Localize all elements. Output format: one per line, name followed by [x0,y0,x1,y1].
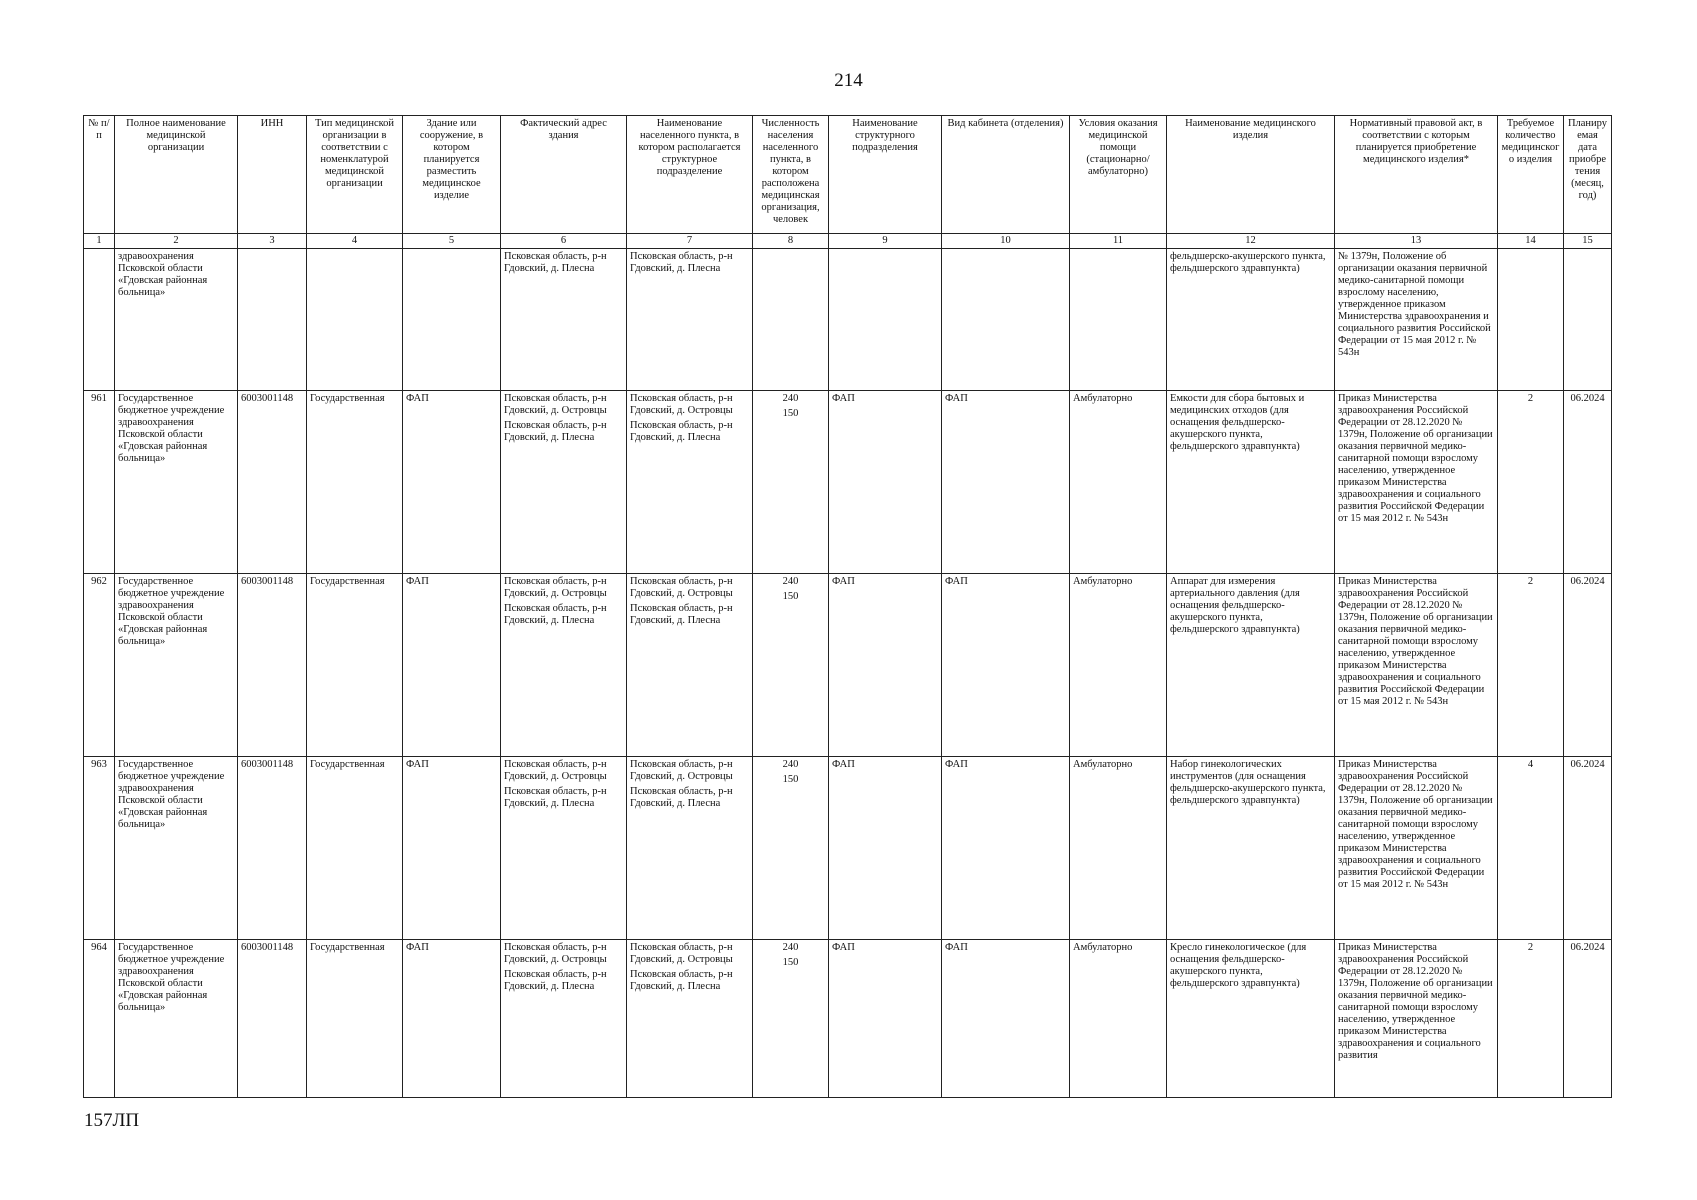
page-number: 214 [834,70,863,91]
address-cell [501,574,627,757]
column-number: 4 [307,234,403,249]
type-cell: Государственная [307,574,403,757]
org-cell: Государственное бюджетное учреждение здравоохранения Псковской области «Гдовская районная больница» [115,940,238,1098]
column-number: 9 [829,234,942,249]
header-cell: Нормативный правовой акт, в соответствии с которым планируется приобретение медицинского изделия* [1335,116,1498,234]
footer-code: 157ЛП [84,1110,140,1131]
header-cell: Полное наименование медицинской организации [115,116,238,234]
header-cell: ИНН [238,116,307,234]
population-cell [753,574,829,757]
inn-cell: 6003001148 [238,757,307,940]
address-line: Псковская область, р-н Гдовский, д. Островцы [504,393,607,416]
column-number: 12 [1167,234,1335,249]
cabinet-cell: ФАП [942,940,1070,1098]
table-row [84,391,1612,574]
inn-cell: 6003001148 [238,574,307,757]
settlement-line: Псковская область, р-н Гдовский, д. Плесна [630,420,733,443]
num-cell: 961 [84,391,115,574]
cabinet-cell [942,249,1070,391]
column-number: 5 [403,234,501,249]
population-cell [753,391,829,574]
header-cell: № п/п [84,116,115,234]
header-cell: Условия оказания медицинской помощи (стационарно/ амбулаторно) [1070,116,1167,234]
org-cell: Государственное бюджетное учреждение здравоохранения Псковской области «Гдовская районная больница» [115,757,238,940]
address-line: Псковская область, р-н Гдовский, д. Островцы [504,759,607,782]
settlement-line: Псковская область, р-н Гдовский, д. Плесна [630,603,733,626]
continuation-row [84,249,1612,391]
type-cell: Государственная [307,940,403,1098]
population-value: 240 [782,393,799,404]
unit-cell: ФАП [829,391,942,574]
address-line: Псковская область, р-н Гдовский, д. Плесна [504,969,607,992]
org-cell: здравоохранения Псковской области «Гдовская районная больница» [115,249,238,391]
org-cell: Государственное бюджетное учреждение здравоохранения Псковской области «Гдовская районная больница» [115,574,238,757]
table-row [84,574,1612,757]
settlement-cell: Псковская область, р-н Гдовский, д. Плесна [627,249,753,391]
column-number: 8 [753,234,829,249]
act-cell: Приказ Министерства здравоохранения Российской Федерации от 28.12.2020 № 1379н, Положение об организации оказания первичной медико-санитарной помощи взрослому населению, утвержденное приказом Министерства здравоохранения и социального развития Российской Федерации от 15 мая 2012 г. № 543н [1335,391,1498,574]
act-cell: Приказ Министерства здравоохранения Российской Федерации от 28.12.2020 № 1379н, Положение об организации оказания первичной медико-санитарной помощи взрослому населению, утвержденное приказом Министерства здравоохранения и социального развития Российской Федерации от 15 мая 2012 г. № 543н [1335,757,1498,940]
conditions-cell: Амбулаторно [1070,940,1167,1098]
population-value: 150 [782,774,799,785]
address-line: Псковская область, р-н Гдовский, д. Островцы [504,942,607,965]
device-cell: фельдшерско-акушерского пункта, фельдшерского здравпункта) [1167,249,1335,391]
header-cell: Фактический адрес здания [501,116,627,234]
header-cell: Вид кабинета (отделения) [942,116,1070,234]
address-line: Псковская область, р-н Гдовский, д. Плесна [504,420,607,443]
column-number: 3 [238,234,307,249]
inn-cell [238,249,307,391]
population-value: 150 [782,591,799,602]
settlement-line: Псковская область, р-н Гдовский, д. Островцы [630,759,733,782]
qty-cell [1498,249,1564,391]
settlement-cell [627,574,753,757]
device-cell: Аппарат для измерения артериального давления (для оснащения фельдшерско-акушерского пункта, фельдшерского здравпункта) [1167,574,1335,757]
population-value: 150 [782,957,799,968]
address-cell [501,940,627,1098]
qty-cell: 2 [1498,574,1564,757]
header-cell: Наименование медицинского изделия [1167,116,1335,234]
column-number: 7 [627,234,753,249]
column-number: 6 [501,234,627,249]
num-cell [84,249,115,391]
device-cell: Емкости для сбора бытовых и медицинских отходов (для оснащения фельдшерско-акушерского пункта, фельдшерского здравпункта) [1167,391,1335,574]
population-value: 240 [782,576,799,587]
column-number: 11 [1070,234,1167,249]
table-row [84,940,1612,1098]
inn-cell: 6003001148 [238,391,307,574]
population-value: 150 [782,408,799,419]
address-cell [501,757,627,940]
header-cell: Численность населения населенного пункта, в котором расположена медицинская организация, человек [753,116,829,234]
org-cell: Государственное бюджетное учреждение здравоохранения Псковской области «Гдовская районная больница» [115,391,238,574]
population-value: 240 [782,942,799,953]
header-cell: Наименование структурного подразделения [829,116,942,234]
column-number: 15 [1564,234,1612,249]
address-cell: Псковская область, р-н Гдовский, д. Плесна [501,249,627,391]
address-line: Псковская область, р-н Гдовский, д. Плесна [504,786,607,809]
building-cell [403,249,501,391]
unit-cell: ФАП [829,757,942,940]
num-cell: 963 [84,757,115,940]
column-number-row [84,234,1612,249]
unit-cell: ФАП [829,574,942,757]
conditions-cell: Амбулаторно [1070,574,1167,757]
cabinet-cell: ФАП [942,574,1070,757]
header-row [84,116,1612,234]
act-cell: № 1379н, Положение об организации оказания первичной медико-санитарной помощи взрослому населению, утвержденное приказом Министерства здравоохранения и социального развития Российской Федерации от 15 мая 2012 г. № 543н [1335,249,1498,391]
cabinet-cell: ФАП [942,391,1070,574]
settlement-cell [627,757,753,940]
settlement-line: Псковская область, р-н Гдовский, д. Островцы [630,942,733,965]
cabinet-cell: ФАП [942,757,1070,940]
type-cell [307,249,403,391]
equipment-table [83,115,1612,1098]
conditions-cell: Амбулаторно [1070,391,1167,574]
qty-cell: 2 [1498,391,1564,574]
column-number: 13 [1335,234,1498,249]
device-cell: Кресло гинекологическое (для оснащения фельдшерско-акушерского пункта, фельдшерского здравпункта) [1167,940,1335,1098]
unit-cell: ФАП [829,940,942,1098]
settlement-cell [627,391,753,574]
type-cell: Государственная [307,391,403,574]
column-number: 14 [1498,234,1564,249]
address-line: Псковская область, р-н Гдовский, д. Островцы [504,576,607,599]
building-cell: ФАП [403,391,501,574]
building-cell: ФАП [403,574,501,757]
building-cell: ФАП [403,940,501,1098]
header-cell: Здание или сооружение, в котором планируется разместить медицинское изделие [403,116,501,234]
inn-cell: 6003001148 [238,940,307,1098]
device-cell: Набор гинекологических инструментов (для оснащения фельдшерско-акушерского пункта, фельдшерского здравпункта) [1167,757,1335,940]
address-line: Псковская область, р-н Гдовский, д. Плесна [504,603,607,626]
header-cell: Наименование населенного пункта, в котором располагается структурное подразделение [627,116,753,234]
settlement-line: Псковская область, р-н Гдовский, д. Островцы [630,393,733,416]
header-cell: Тип медицинской организации в соответствии с номенклатурой медицинской организации [307,116,403,234]
date-cell [1564,249,1612,391]
qty-cell: 4 [1498,757,1564,940]
column-number: 10 [942,234,1070,249]
building-cell: ФАП [403,757,501,940]
column-number: 1 [84,234,115,249]
table-row [84,757,1612,940]
act-cell: Приказ Министерства здравоохранения Российской Федерации от 28.12.2020 № 1379н, Положение об организации оказания первичной медико-санитарной помощи взрослому населению, утвержденное приказом Министерства здравоохранения и социального развития [1335,940,1498,1098]
settlement-cell [627,940,753,1098]
conditions-cell: Амбулаторно [1070,757,1167,940]
num-cell: 962 [84,574,115,757]
unit-cell [829,249,942,391]
settlement-line: Псковская область, р-н Гдовский, д. Плесна [630,786,733,809]
conditions-cell [1070,249,1167,391]
population-value: 240 [782,759,799,770]
settlement-line: Псковская область, р-н Гдовский, д. Островцы [630,576,733,599]
header-cell: Планируемая дата приобретения (месяц, год) [1564,116,1612,234]
population-cell [753,757,829,940]
qty-cell: 2 [1498,940,1564,1098]
date-cell: 06.2024 [1564,757,1612,940]
column-number: 2 [115,234,238,249]
settlement-line: Псковская область, р-н Гдовский, д. Плесна [630,969,733,992]
population-cell [753,249,829,391]
type-cell: Государственная [307,757,403,940]
num-cell: 964 [84,940,115,1098]
act-cell: Приказ Министерства здравоохранения Российской Федерации от 28.12.2020 № 1379н, Положение об организации оказания первичной медико-санитарной помощи взрослому населению, утвержденное приказом Министерства здравоохранения и социального развития Российской Федерации от 15 мая 2012 г. № 543н [1335,574,1498,757]
date-cell: 06.2024 [1564,574,1612,757]
date-cell: 06.2024 [1564,940,1612,1098]
population-cell [753,940,829,1098]
header-cell: Требуемое количество медицинского изделия [1498,116,1564,234]
address-cell [501,391,627,574]
date-cell: 06.2024 [1564,391,1612,574]
